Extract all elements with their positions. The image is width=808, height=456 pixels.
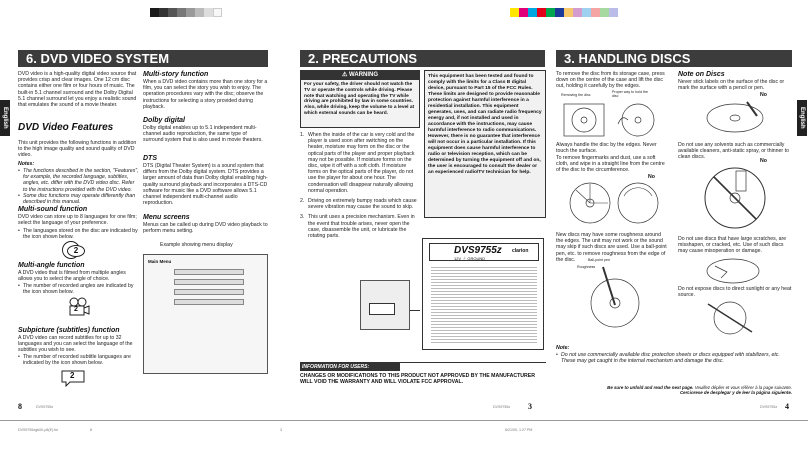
- read-next-en: Be sure to unfold and read the next page.: [607, 385, 694, 390]
- ballpoint-pen-figure: [585, 265, 645, 333]
- dvd-features-heading: DVD Video Features: [18, 122, 114, 133]
- menu-row: [174, 279, 244, 285]
- note-on-discs-1: Never stick labels on the surface of the disc or mark the surface with a pencil or pen.: [678, 79, 785, 92]
- note-item: • The functions described in the section, "Features", for example, the recorded language, subtitles, angles, etc. differ with the DVD video disc. Refer to the instructions provided with the DVD video.: [18, 168, 140, 193]
- multisound-heading: Multi-sound function: [18, 206, 88, 213]
- menu-screen-illustration: [143, 254, 268, 374]
- disc-label-figure: [705, 98, 765, 138]
- sun-exposure-figure: [700, 300, 760, 336]
- edges-text: Always handle the disc by the edges. Never touch the surface.: [556, 142, 657, 155]
- solvent-prohibited-figure: [700, 163, 770, 233]
- subpicture-bullets: [18, 354, 140, 366]
- read-next-fr: Veuillez déplier et vous référer à la page suivante.: [694, 385, 792, 390]
- page8-footer-page: 8: [90, 428, 92, 432]
- color-bar-left: [150, 8, 222, 17]
- note-on-discs-heading: Note on Discs: [678, 71, 725, 78]
- notes-list: [18, 168, 140, 205]
- fig-hold-caption: Proper way to hold the disc: [612, 90, 648, 98]
- subpicture-icon-number: 2: [70, 371, 75, 380]
- device-label-area: [369, 303, 395, 315]
- info-text: CHANGES OR MODIFICATIONS TO THIS PRODUCT NOT APPROVED BY THE MANUFACTURER WILL VOID THE WARRANTY AND WILL VIOLATE FCC APPROVAL.: [300, 373, 535, 386]
- page3-number: 3: [528, 402, 532, 411]
- multisound-text: DVD video can store up to 8 languages for one film; select the language of your preference.: [18, 214, 137, 227]
- menu-row: [174, 289, 244, 295]
- page8-title: 6. DVD VIDEO SYSTEM: [18, 50, 268, 67]
- dts-text: DTS (Digital Theater System) is a sound system that differs from the Dolby digital system. DTS provides a larger amount of data than Dolby digital enabling high-quality surround playback and incorporates a DTS-CD software for music like a DVD software allows 5.1 channel independent multi-channel audio reproduction.: [143, 163, 268, 207]
- page3-title: 2. PRECAUTIONS: [300, 50, 545, 67]
- menu-heading: Menu screens: [143, 214, 190, 221]
- dolby-text: Dolby digital enables up to 5.1 independent multi-channel audio reproduction, the same type of surround system that is also used in movie theaters.: [143, 125, 263, 144]
- trim-line: [0, 420, 808, 421]
- precaution-item: 2. Driving on extremely bumpy roads which cause severe vibration may cause the sound to skip.: [300, 198, 417, 211]
- fcc-text: This equipment has been tested and found to comply with the limits for a Class B digital device, pursuant to Part 15 of the FCC Rules. These limits are designed to provide reasonable protection against harmful interference in a residential installation. This equipment generates, uses, and can radiate radio frequency energy and, if not installed and used in accordance with the instructions, may cause harmful interference to radio communications. However, there is no guarantee that interference will not occur in a particular installation. If this equipment does cause harmful interference to radio or television reception, which can be determined by turning the equipment off and on, the user is encouraged to consult the dealer or an experienced radio/TV technician for help.: [428, 74, 542, 175]
- warning-label: WARNING: [349, 72, 379, 78]
- note-item: • Some disc functions may operate differently than described in this manual.: [18, 193, 140, 205]
- menu-row: [174, 269, 244, 275]
- new-disc-text: New discs may have some roughness around the edges. The unit may not work or the sound may skip if such discs are used. Use a ball-point pen, etc. to remove roughness from the edge of the disc.: [556, 232, 667, 263]
- page4-number: 4: [785, 402, 789, 411]
- multiangle-heading: Multi-angle function: [18, 262, 85, 269]
- info-title: INFORMATION FOR USERS:: [300, 363, 400, 371]
- multistory-heading: Multi-story function: [143, 71, 209, 78]
- precautions-list: [300, 132, 420, 243]
- no-label-note2: No: [760, 158, 767, 164]
- side-tab-english-left: English: [0, 100, 10, 136]
- multiangle-icon-number: 2: [74, 306, 78, 313]
- disc-wiping-figure: [560, 178, 665, 228]
- multisound-icon: [62, 241, 80, 259]
- subpicture-bullet: • The number of recorded subtitle languages are indicated by the icon shown below.: [18, 354, 140, 366]
- precaution-text: Driving on extremely bumpy roads which cause severe vibration may cause the sound to skip.: [308, 198, 417, 211]
- multiangle-text: A DVD video that is filmed from multiple angles allows you to select the angle of choice.: [18, 270, 126, 283]
- fcc-box: [424, 70, 546, 218]
- multisound-bullet: • The languages stored on the disc are indicated by the icon shown below.: [18, 228, 140, 240]
- multisound-icon-number: 2: [67, 245, 85, 257]
- ballpoint-caption: Ball-point pen: [588, 258, 610, 262]
- subtitle-icon: [60, 369, 86, 387]
- page4-intro: To remove the disc from its storage case, press down on the centre of the case and lift the disc out, holding it carefully by the edges.: [556, 71, 665, 90]
- menu-text: Menus can be called up during DVD video playback to perform menu setting.: [143, 222, 268, 235]
- precaution-text: This unit uses a precision mechanism. Even in the event that trouble arises, never open the case, disassemble the unit, or lubricate the rotating parts.: [308, 214, 415, 240]
- note-on-discs-4: Do not expose discs to direct sunlight or any heat source.: [678, 286, 792, 299]
- precaution-item: 1. When the inside of the car is very cold and the player is used soon after switching on the heater, moisture may form on the disc or the optical parts of the player and proper playback may not be possible. If moisture forms on the disc, wipe it off with a soft cloth. If moisture forms on the optical parts of the player, do not use the player for about one hour. The condensation will disappear naturally allowing normal operation.: [300, 132, 415, 194]
- label-header: [429, 243, 539, 261]
- page8-footer-model: DVS9755z: [36, 405, 54, 409]
- page8-footer-file: DVS9755zgb00-p8(E).fm: [18, 428, 59, 432]
- no-label: No: [648, 174, 655, 180]
- read-next-block: [556, 385, 792, 396]
- menu-screen-label: Main Menu: [148, 259, 172, 264]
- label-fine-print: [431, 265, 537, 345]
- page8-intro: DVD video is a high-quality digital video source that provides crisp and clear images. One 12 cm disc contains either one film or four hours of music. The built-in 5.1 channel surround and the Dolby Digital 5.1 channel surround let you enjoy a realistic sound that emulates the sound of a movie theater.: [18, 71, 137, 109]
- notes-heading: Notes:: [18, 161, 35, 167]
- read-next-es: Cerciorese de desplegar y de leer la página siguiente.: [679, 390, 792, 396]
- multiangle-bullet: • The number of recorded angles are indicated by the icon shown below.: [18, 283, 140, 295]
- bottom-note-list: [556, 352, 792, 364]
- color-bar-right: [510, 8, 618, 17]
- device-illustration: [360, 280, 410, 330]
- subpicture-text: A DVD video can record subtitles for up to 32 languages and you can select the language of the subtitles you wish to see.: [18, 335, 133, 354]
- warning-box: [300, 70, 420, 128]
- label-brand: clarion: [512, 248, 529, 254]
- clean-text: To remove fingermarks and dust, use a soft cloth, and wipe in a straight line from the centre of the disc to the circumference.: [556, 155, 665, 174]
- label-model: DVS9755z: [454, 245, 502, 256]
- note-on-discs-3: Do not use discs that have large scratches, are misshapen, or cracked, etc. Use of such discs may cause misoperation or damage.: [678, 236, 787, 255]
- dolby-heading: Dolby digital: [143, 117, 185, 124]
- subpicture-heading: Subpicture (subtitles) function: [18, 327, 120, 334]
- pointer-line: [410, 310, 420, 311]
- bottom-note-heading: Note:: [556, 345, 570, 351]
- dts-heading: DTS: [143, 155, 157, 162]
- menu-example-caption: Example showing menu display: [160, 242, 233, 248]
- side-tab-english-right: English: [797, 100, 807, 136]
- warning-header: [301, 71, 419, 80]
- disc-handling-figure: [560, 100, 668, 140]
- warning-icon: ⚠: [341, 72, 348, 78]
- cracked-disc-figure: [705, 256, 761, 286]
- info-for-users: [300, 362, 546, 384]
- label-subtitle: 12V ⏚ GROUND: [454, 256, 486, 261]
- bottom-note-item: • Do not use commercially available disc protection sheets or discs equipped with stabilizers, etc. These may get caught in the internal mechanism and damage the disc.: [556, 352, 792, 364]
- menu-row: [174, 299, 244, 305]
- product-label-illustration: [422, 238, 544, 350]
- roughness-caption: Roughness: [577, 265, 596, 269]
- warning-text: For your safety, the driver should not watch the TV or operate the controls while driving. Please note that watching and operating the TV while driving are prohibited by law in some countries. Also, while driving, keep the volume to a level at which external sounds can be heard.: [304, 82, 415, 116]
- page4-footer-model: DVS9755z: [760, 405, 778, 409]
- precaution-item: 3. This unit uses a precision mechanism. Even in the event that trouble arises, never open the case, disassemble the unit, or lubricate the rotating parts.: [300, 214, 415, 240]
- fig-remove-caption: Removing the disc: [561, 93, 591, 97]
- no-label-note1: No: [760, 92, 767, 98]
- camera-icon: [66, 297, 90, 317]
- dvd-features-text: This unit provides the following functions in addition to the high image quality and sound quality of DVD video.: [18, 140, 137, 159]
- page3-footer-page: 3: [280, 428, 282, 432]
- page3-footer-date: 6/21/00, 1:27 PM: [505, 428, 533, 432]
- multiangle-bullets: [18, 283, 140, 295]
- page3-footer-model: DVS9755z: [493, 405, 511, 409]
- multisound-bullets: [18, 228, 140, 240]
- page8-number: 8: [18, 402, 22, 411]
- multistory-text: When a DVD video contains more than one story for a film, you can select the story you wish to enjoy. The operation procedures vary with the disc; observe the instructions for selecting a story provided during playback.: [143, 79, 268, 110]
- precaution-text: When the inside of the car is very cold and the player is used soon after switching on the heater, moisture may form on the disc or the optical parts of the player and proper playback may not be possible. If moisture forms on the disc, wipe it off with a soft cloth. If moisture forms on the optical parts of the player, do not use the player for about one hour. The condensation will disappear naturally allowing normal operation.: [308, 132, 415, 194]
- note-on-discs-2: Do not use any solvents such as commercially available cleaners, anti-static spray, or thinner to clean discs.: [678, 142, 789, 161]
- page4-title: 3. HANDLING DISCS: [556, 50, 792, 67]
